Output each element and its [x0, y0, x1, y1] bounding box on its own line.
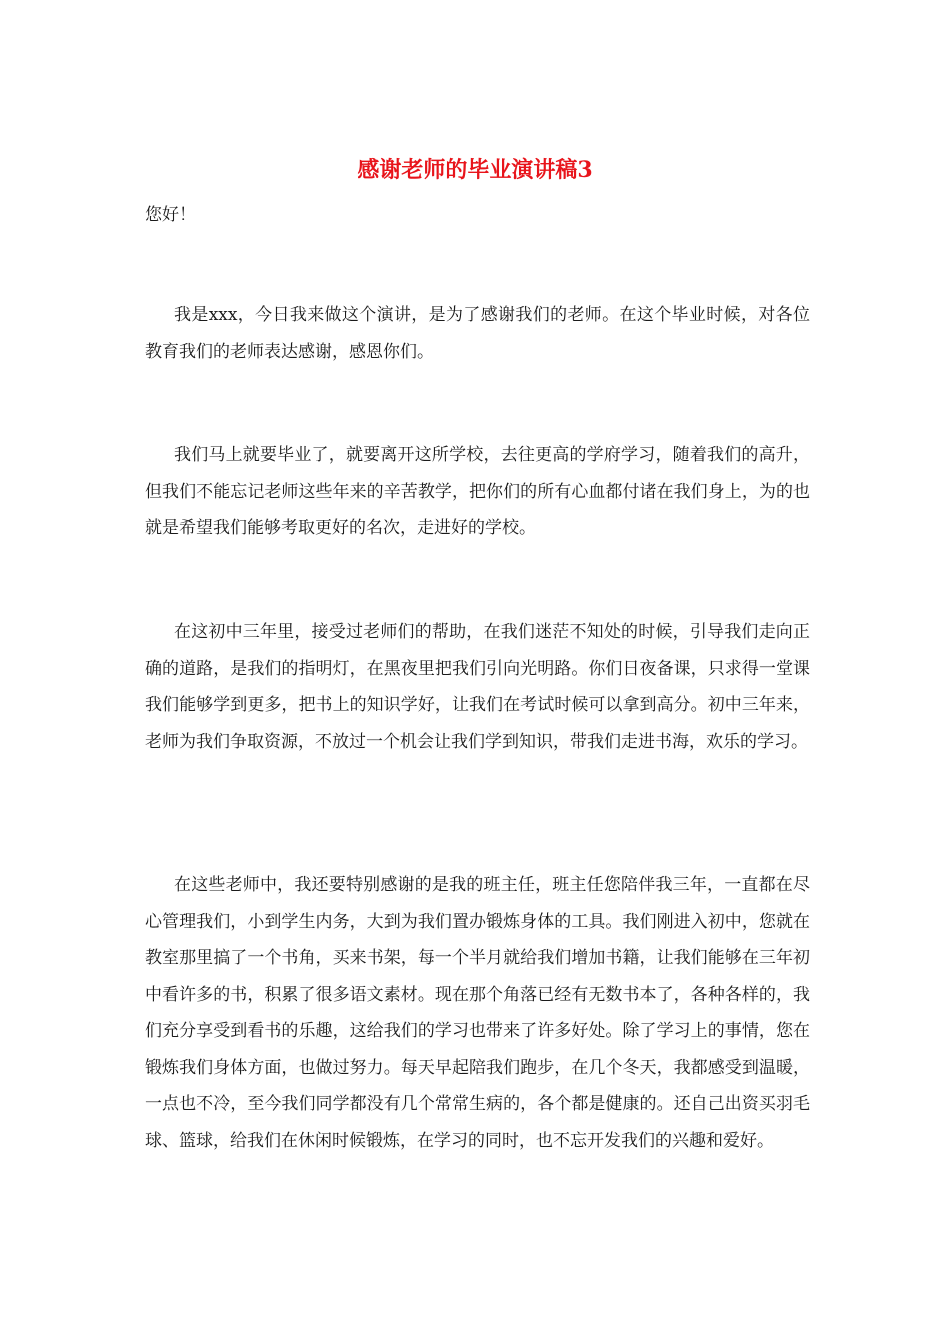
greeting: 您好！ — [145, 205, 196, 225]
paragraph-4: 在这些老师中，我还要特别感谢的是我的班主任，班主任您陪伴我三年，一直都在尽心管理我们，小到学生内务，大到为我们置办锻炼身体的工具。我们刚进入初中，您就在教室那里搞了一个书角，买来书架，每一个半月就给我们增加书籍，让我们能够在三年初中看许多的书，积累了很多语文素材。现在那个角落已经有无数书本了，各种各样的，我们充分享受到看书的乐趣，这给我们的学习也带来了许多好处。除了学习上的事情，您在锻炼我们身体方面，也做过努力。每天早起陪我们跑步，在几个冬天，我都感受到温暖，一点也不冷，至今我们同学都没有几个常常生病的，各个都是健康的。还自己出资买羽毛球、篮球，给我们在休闲时候锻炼，在学习的同时，也不忘开发我们的兴趣和爱好。 — [145, 875, 810, 1151]
paragraph-3: 在这初中三年里，接受过老师们的帮助，在我们迷茫不知处的时候，引导我们走向正确的道路，是我们的指明灯，在黑夜里把我们引向光明路。你们日夜备课，只求得一堂课我们能够学到更多，把书上的知识学好，让我们在考试时候可以拿到高分。初中三年来，老师为我们争取资源，不放过一个机会让我们学到知识，带我们走进书海，欢乐的学习。 — [145, 622, 810, 752]
paragraph-2: 我们马上就要毕业了，就要离开这所学校，去往更高的学府学习，随着我们的高升，但我们不能忘记老师这些年来的辛苦教学，把你们的所有心血都付诸在我们身上，为的也就是希望我们能够考取更好的名次，走进好的学校。 — [145, 445, 810, 538]
paragraph-1: 我是xxx，今日我来做这个演讲，是为了感谢我们的老师。在这个毕业时候，对各位教育我们的老师表达感谢，感恩你们。 — [145, 305, 810, 362]
document-title: 感谢老师的毕业演讲稿3 — [357, 157, 593, 183]
